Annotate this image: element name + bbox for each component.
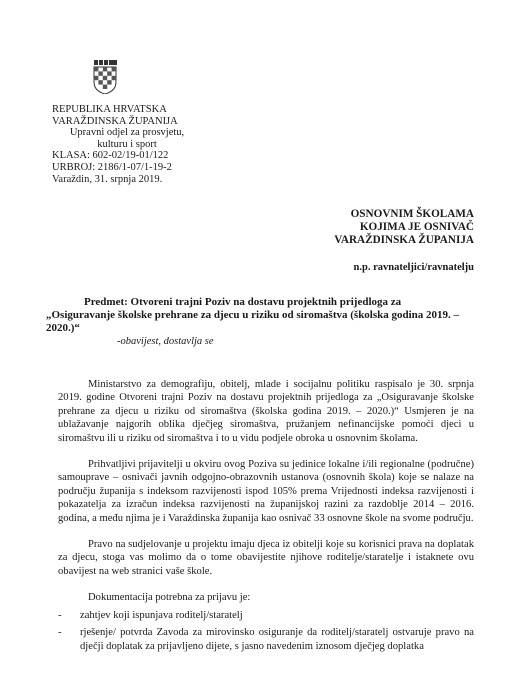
paragraph-1: Ministarstvo za demografiju, obitelj, mlade i socijalnu politiku raspisalo je 30. srpnja 2019. godine Otvoreni trajni Poziv na dostavu projektnih prijedloga za „Osiguravanje školske prehrane za djecu u riziku od siromaštva (školska godina 2019. – 2020.)“ Usmjeren je na ublažavanje najgorih oblika dječjeg siromaštva, pružanjem nefinancijske pomoći djeci u siromaštvu ili u riziku od siromaštva i to u vidu podjele obroka u osnovnim školama.: [58, 379, 474, 444]
klasa: KLASA: 602-02/19-01/122: [52, 150, 169, 162]
documents-list: [58, 609, 474, 653]
sender-header: [52, 104, 202, 185]
subject-line-2: „Osiguravanje školske prehrane za djecu u riziku od siromaštva (školska godina 2019. – 2020.)“: [46, 309, 460, 334]
subject-line-1: Predmet: Otvoreni trajni Poziv na dostavu projektnih prijedloga za: [84, 296, 402, 308]
documents-heading: Dokumentacija potrebna za prijavu je:: [88, 592, 251, 604]
header-line-1: REPUBLIKA HRVATSKA: [52, 104, 167, 115]
recipient-line-3: VARAŽDINSKA ŽUPANIJA: [334, 234, 474, 246]
recipient-block: [334, 208, 474, 247]
coat-of-arms-icon: [92, 60, 118, 94]
attention-line: n.p. ravnateljici/ravnatelju: [353, 262, 474, 273]
urbroj: URBROJ: 2186/1-07/1-19-2: [52, 161, 172, 173]
header-line-4: kulturu i sport: [97, 138, 157, 150]
list-item: - zahtjev koji ispunjava roditelj/staratelj: [58, 609, 243, 621]
notice-line: -obavijest, dostavlja se: [117, 336, 214, 347]
list-item: - rješenje/ potvrda Zavoda za mirovinsko osiguranje da roditelj/staratelj ostvaruje pravo na dječji doplatak za prijavljeno dijete, s jasno navedenim iznosom dječjeg doplatka: [58, 627, 474, 652]
letter-body: [58, 378, 474, 657]
paragraph-3: Pravo na sudjelovanje u projektu imaju djeca iz obitelji koje su korisnici prava na doplatak za djecu, stoga vas molimo da o tome obavijestite njihove roditelje/staratelje i istaknete ovu obavijest na web stranici vaše škole.: [58, 539, 474, 577]
document-item-1: zahtjev koji ispunjava roditelj/staratelj: [80, 609, 243, 621]
recipient-line-1: OSNOVNIM ŠKOLAMA: [350, 208, 474, 220]
document-item-2: rješenje/ potvrda Zavoda za mirovinsko osiguranje da roditelj/staratelj ostvaruje pravo na dječji doplatak za prijavljeno dijete, s jasno navedenim iznosom dječjeg doplatka: [80, 627, 474, 652]
place-date: Varaždin, 31. srpnja 2019.: [52, 173, 163, 185]
recipient-line-2: KOJIMA JE OSNIVAČ: [359, 221, 474, 233]
paragraph-2: Prihvatljivi prijavitelji u okviru ovog Poziva su jedinice lokalne i/ili regionalne (područne) samouprave – osnivači javnih odgojno-obrazovnih ustanova (osnovnih škola) koje se nalaze na području županija s indeksom razvijenosti ispod 105% prema Vrijednosti indeksa razvijenosti i pokazatelja za izračun indeksa razvijenosti na županijskoj razini za razdoblje 2014 – 2016. godina, a među njima je i Varaždinska županija kao osnivač 33 osnovne škole na svome području.: [58, 459, 474, 524]
header-line-3: Upravni odjel za prosvjetu,: [69, 127, 185, 139]
header-line-2: VARAŽDINSKA ŽUPANIJA: [52, 115, 178, 127]
subject-block: [46, 296, 478, 335]
